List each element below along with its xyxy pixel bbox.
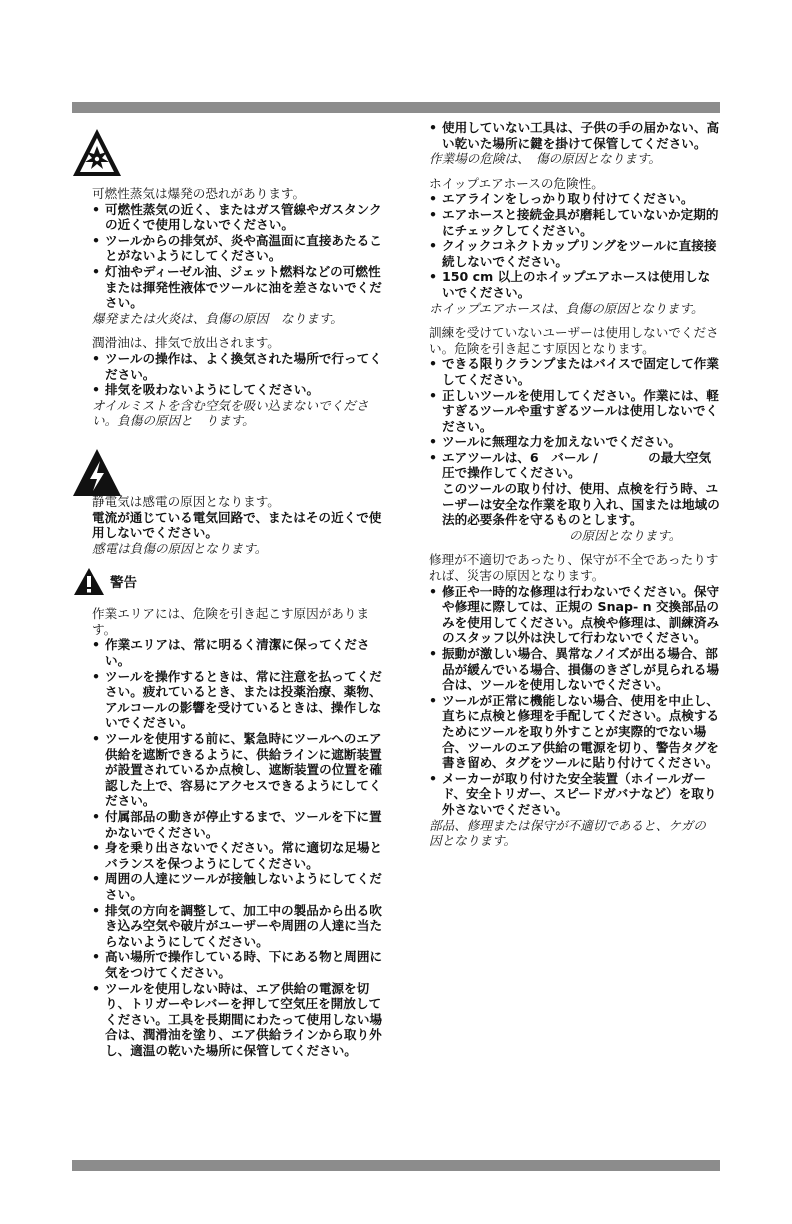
list-item: • 150 cm 以上のホイップエアホースは使用しないでください。 [429,269,721,300]
warning-section [92,606,384,1058]
list-item: • 使用していない工具は、子供の手の届かない、高い乾いた場所に鍵を掛けて保管してください。 [429,120,721,151]
list-item: • エアラインをしっかり取り付けてください。 [429,191,721,207]
list-item: • 排気を吸わないようにしてください。 [92,382,384,398]
list-item: • エアホースと接続金具が磨耗していないか定期的にチェックしてください。 [429,207,721,238]
storage-section [429,120,721,167]
list-item: • メーカーが取り付けた安全装置（ホイールガード、安全トリガー、スピードガバナなど）を取り外さないでください。 [429,771,721,818]
list-item: • ツールを操作するときは、常に注意を払ってください。疲れているとき、または投薬治療、薬物、アルコールの影響を受けているときは、操作しないでください。 [92,669,384,731]
list-item: • 周囲の人達にツールが接触しないようにしてください。 [92,871,384,902]
right-column [429,120,721,849]
list-item: • ツールを使用しない時は、エア供給の電源を切り、トリガーやレバーを押して空気圧を開放してください。工具を長期間にわたって使用しない場合は、潤滑油を塗り、エア供給ラインから取り外し、適温の乾いた場所に保管してください。 [92,981,384,1059]
lubricant-intro: 潤滑油は、排気で放出されます。 [92,335,280,351]
storage-note: 作業場の危険は、 傷の原因となります。 [429,151,661,167]
top-rule [72,102,720,113]
training-list [429,356,721,481]
repair-list [429,584,721,818]
explosion-section [92,186,384,326]
training-note: の原因となります。 [569,527,682,543]
list-item: • ツールを使用する前に、緊急時にツールへのエア供給を遮断できるように、供給ラインに遮断装置が設置されているか点検し、遮断装置の位置を確認した上で、容易にアクセスできるようにしてください。 [92,731,384,809]
list-item: • できる限りクランプまたはバイスで固定して作業してください。 [429,356,721,387]
explosion-list [92,202,384,311]
whip-hose-list [429,191,721,300]
list-item: • 灯油やディーゼル油、ジェット燃料などの可燃性または揮発性液体でツールに油を差さないでください。 [92,264,384,311]
storage-list [429,120,721,151]
explosion-intro: 可燃性蒸気は爆発の恐れがあります。 [92,186,306,201]
training-bold: このツールの取り付け、使用、点検を行う時、ユーザーは安全な作業を取り入れ、国または地域の法的必要条件を守るものとします。 [442,481,720,528]
repair-intro: 修理が不適切であったり、保守が不全であったりすれば、災害の原因となります。 [429,552,719,584]
explosion-note: 爆発または火炎は、負傷の原因 なります。 [92,310,343,326]
training-intro: 訓練を受けていないユーザーは使用しないでください。危険を引き起こす原因となります。 [429,325,719,356]
warning-intro: 作業エリアには、危険を引き起こす原因があります。 [92,606,370,637]
list-item: • クイックコネクトカップリングをツールに直接接続しないでください。 [429,238,721,269]
list-item: • 作業エリアは、常に明るく清潔に保ってください。 [92,637,384,668]
list-item: • 身を乗り出さないでください。常に適切な足場とバランスを保つようにしてください。 [92,840,384,871]
list-item: • 排気の方向を調整して、加工中の製品から出る吹き込み空気や破片がユーザーや周囲の人達に当たらないようにしてください。 [92,903,384,950]
list-item: • ツールからの排気が、炎や高温面に直接あたることがないようにしてください。 [92,233,384,264]
list-item: • 正しいツールを使用してください。作業には、軽すぎるツールや重すぎるツールは使用しないでください。 [429,388,721,435]
warning-label: 警告 [110,575,137,591]
warning-list [92,637,384,1058]
whip-hose-intro: ホイップエアホースの危険性。 [429,175,604,191]
explosion-hazard-icon [72,128,122,178]
list-item: • 高い場所で操作している時、下にある物と周囲に気をつけてください。 [92,949,384,980]
lubricant-note: オイルミストを含む空気を吸い込まないでください。負傷の原因と ります。 [92,397,369,429]
list-item: • ツールに無理な力を加えないでください。 [429,434,721,450]
list-item: • エアツールは、6 バール / の最大空気圧で操作してください。 [429,450,721,481]
list-item: • 付属部品の動きが停止するまで、ツールを下に置かないでください。 [92,809,384,840]
electric-section [92,494,384,556]
electric-intro: 静電気は感電の原因となります。 [92,493,280,509]
repair-note: 部品、修理または保守が不適切であると、ケガの 因となります。 [429,817,719,849]
training-section [429,325,721,543]
whip-hose-section [429,176,721,316]
lubricant-section [92,335,384,429]
list-item: • 振動が激しい場合、異常なノイズが出る場合、部品が緩んでいる場合、損傷のきざしが見られる場合は、ツールを使用しないでください。 [429,646,721,693]
whip-hose-note: ホイップエアホースは、負傷の原因となります。 [429,300,704,316]
left-column [92,186,384,1059]
electric-bold: 電流が通じている電気回路で、またはその近くで使用しないでください。 [92,509,382,541]
repair-section [429,552,721,848]
list-item: • ツールの操作は、よく換気された場所で行ってください。 [92,351,384,382]
list-item: • 修正や一時的な修理は行わないでください。保守や修理に際しては、正規の Snap- n 交換部品のみを使用してください。点検や修理は、訓練済みのスタッフ以外は決して行わないでください。 [429,584,721,646]
electric-note: 感電は負傷の原因となります。 [92,540,268,556]
list-item: • ツールが正常に機能しない場合、使用を中止し、直ちに点検と修理を手配してください。点検するためにツールを取り外すことが実際的でない場合、ツールのエア供給の電源を切り、警告タグを書き留め、タグをツールに貼り付けてください。 [429,693,721,771]
list-item: • 可燃性蒸気の近く、またはガス管線やガスタンクの近くで使用しないでください。 [92,202,384,233]
bottom-rule [72,1160,720,1171]
lubricant-list [92,351,384,398]
